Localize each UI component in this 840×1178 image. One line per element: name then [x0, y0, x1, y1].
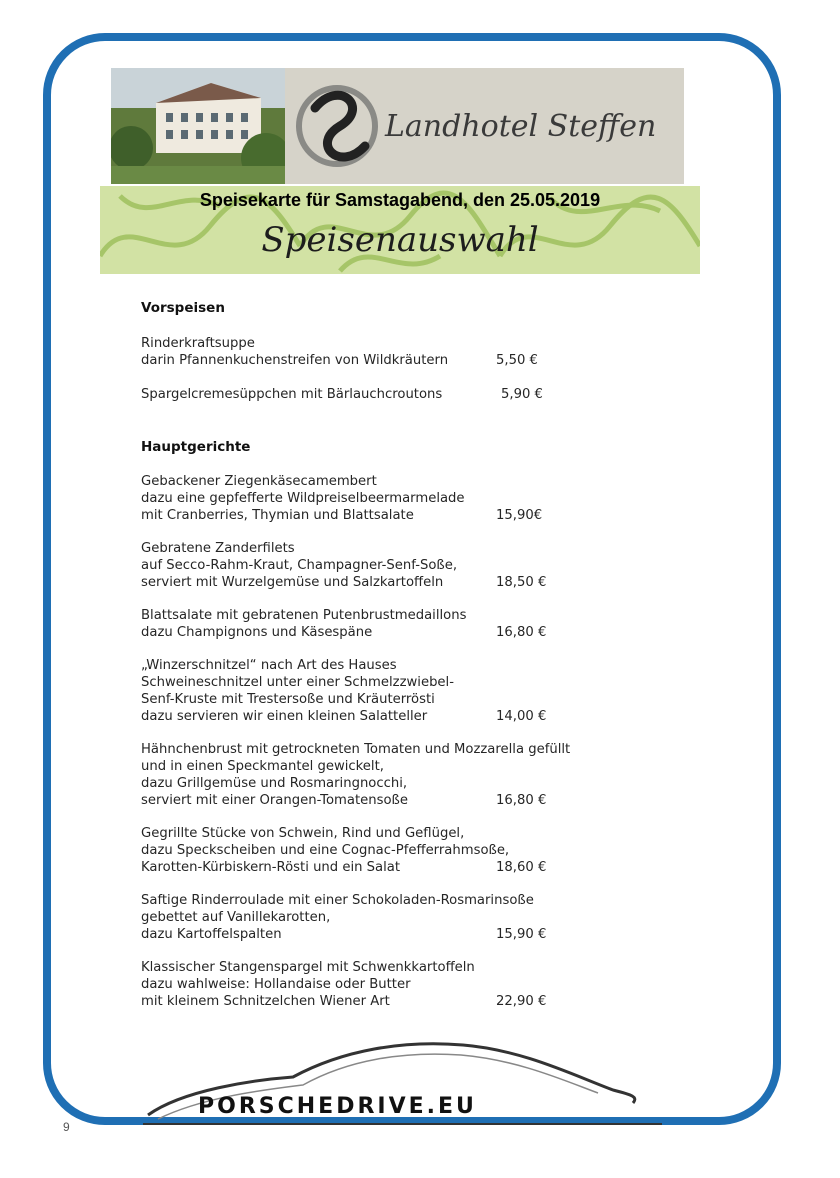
item-line: dazu Kartoffelspalten: [141, 927, 282, 942]
item-line: gebettet auf Vanillekarotten,: [141, 910, 331, 925]
section-title-hauptgerichte: Hauptgerichte: [141, 439, 251, 455]
item-line: „Winzerschnitzel“ nach Art des Hauses: [141, 658, 397, 673]
item-line: dazu eine gepfefferte Wildpreiselbeermarmelade: [141, 491, 465, 506]
item-price: 5,90 €: [501, 387, 543, 402]
item-line: Gebratene Zanderfilets: [141, 541, 295, 556]
item-line: serviert mit Wurzelgemüse und Salzkartoffeln: [141, 575, 444, 590]
brand-logo: [285, 68, 684, 184]
menu-item: [141, 473, 611, 524]
item-line: Rinderkraftsuppe: [141, 336, 255, 351]
item-line: dazu wahlweise: Hollandaise oder Butter: [141, 977, 411, 992]
item-line: dazu Grillgemüse und Rosmaringnocchi,: [141, 776, 408, 791]
menu-item: [141, 607, 611, 641]
item-line: darin Pfannenkuchenstreifen von Wildkräutern: [141, 353, 449, 368]
menu-date-title: Speisekarte für Samstagabend, den 25.05.2019: [199, 190, 601, 210]
brand-logo-box: [285, 68, 684, 184]
item-line: mit Cranberries, Thymian und Blattsalate: [141, 508, 414, 523]
porschedrive-text: PORSCHEDRIVE.EU: [198, 1094, 477, 1119]
item-line: serviert mit einer Orangen-Tomatensoße: [141, 793, 408, 808]
item-line: dazu Speckscheiben und eine Cognac-Pfefferrahmsoße,: [141, 843, 510, 858]
hotel-photo-graphic: [111, 68, 285, 184]
menu-content: [141, 300, 611, 1010]
item-line: Saftige Rinderroulade mit einer Schokoladen-Rosmarinsoße: [141, 893, 534, 908]
item-line: und in einen Speckmantel gewickelt,: [141, 759, 384, 774]
item-line: Gegrillte Stücke von Schwein, Rind und Geflügel,: [141, 826, 465, 841]
menu-item: [141, 741, 611, 809]
item-price: 18,50 €: [496, 575, 547, 590]
item-price: 15,90 €: [496, 927, 547, 942]
item-line: mit kleinem Schnitzelchen Wiener Art: [141, 994, 390, 1009]
item-line: dazu servieren wir einen kleinen Salatteller: [141, 709, 428, 724]
menu-item: [141, 335, 611, 369]
menu-script-heading: Speisenauswahl: [261, 220, 539, 260]
hotel-photo: [111, 68, 285, 184]
menu-item: [141, 386, 611, 403]
item-line: Spargelcremesüppchen mit Bärlauchcroutons: [141, 387, 443, 402]
item-price: 18,60 €: [496, 860, 547, 875]
item-line: auf Secco-Rahm-Kraut, Champagner-Senf-Soße,: [141, 558, 458, 573]
item-line: Senf-Kruste mit Trestersoße und Kräuterrösti: [141, 692, 435, 707]
page-number: 9: [63, 1120, 70, 1134]
item-line: dazu Champignons und Käsespäne: [141, 625, 373, 640]
item-price: 16,80 €: [496, 793, 547, 808]
item-line: Karotten-Kürbiskern-Rösti und ein Salat: [141, 860, 401, 875]
brand-name-text: Landhotel Steffen: [385, 109, 657, 144]
porschedrive-logo: [143, 1035, 662, 1127]
menu-item: [141, 959, 611, 1010]
item-line: Klassischer Stangenspargel mit Schwenkkartoffeln: [141, 960, 475, 975]
menu-item: [141, 657, 611, 725]
item-line: Blattsalate mit gebratenen Putenbrustmedaillons: [141, 608, 467, 623]
menu-item: [141, 892, 611, 943]
item-price: 5,50 €: [496, 353, 538, 368]
item-price: 22,90 €: [496, 994, 547, 1009]
menu-item: [141, 825, 611, 876]
item-line: Hähnchenbrust mit getrockneten Tomaten und Mozzarella gefüllt: [141, 742, 571, 757]
item-line: Gebackener Ziegenkäsecamembert: [141, 474, 377, 489]
menu-banner: [100, 186, 700, 274]
item-line: Schweineschnitzel unter einer Schmelzzwiebel-: [141, 675, 454, 690]
item-price: 15,90€: [496, 508, 543, 523]
section-title-vorspeisen: Vorspeisen: [141, 300, 225, 316]
item-price: 16,80 €: [496, 625, 547, 640]
item-price: 14,00 €: [496, 709, 547, 724]
car-silhouette-icon: [143, 1035, 662, 1127]
menu-item: [141, 540, 611, 591]
